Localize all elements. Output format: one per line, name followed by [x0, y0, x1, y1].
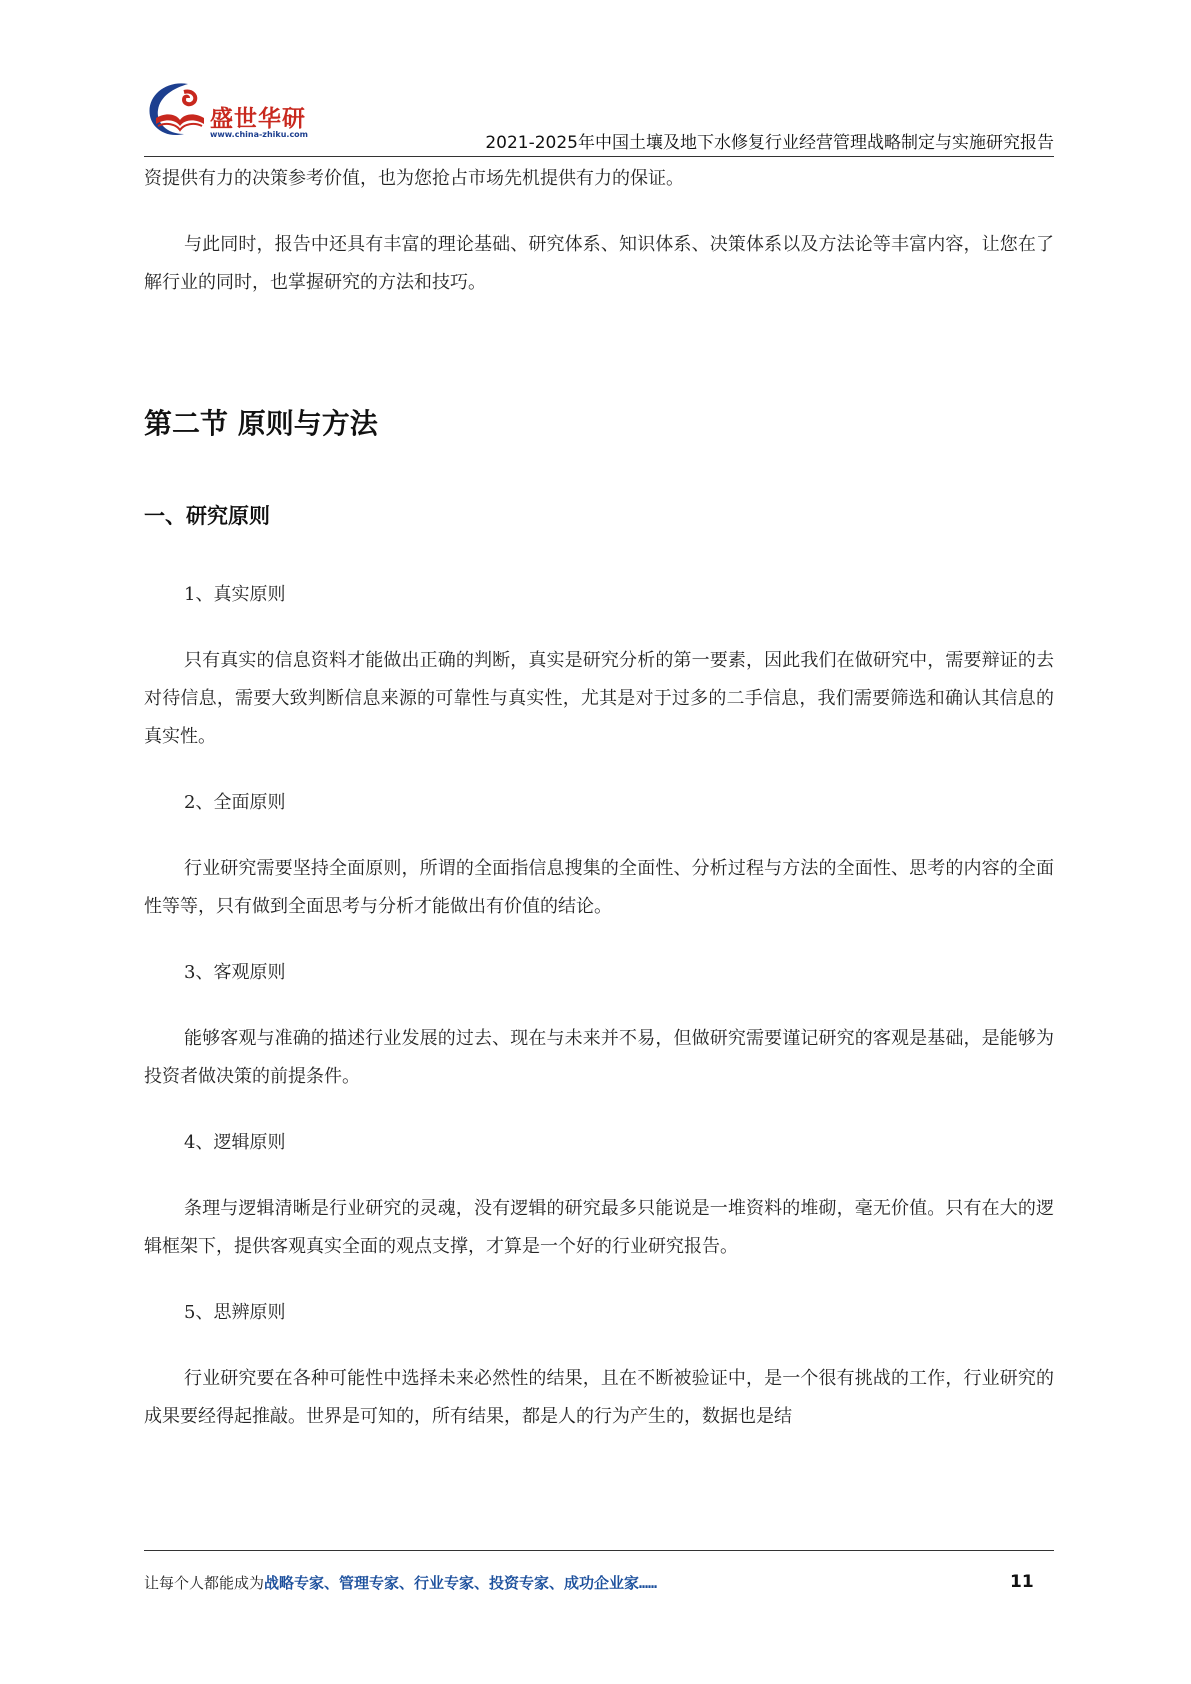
intro-paragraph-2: 与此同时，报告中还具有丰富的理论基础、研究体系、知识体系、决策体系以及方法论等丰富内容，让您在了解行业的同时，也掌握研究的方法和技巧。 [144, 234, 1054, 293]
slogan-prefix: 让每个人都能成为 [144, 1574, 265, 1592]
page-header [144, 78, 1054, 162]
logo-url: www.china-zhiku.com [210, 130, 309, 139]
principle-heading: 4、逻辑原则 [184, 1132, 286, 1153]
principle-heading: 1、真实原则 [184, 584, 286, 605]
principle-5 [144, 1294, 1054, 1436]
intro-paragraph-1: 资提供有力的决策参考价值，也为您抢占市场先机提供有力的保证。 [144, 168, 684, 189]
page-number: 11 [1010, 1572, 1034, 1592]
subsection-title: 一、研究原则 [144, 504, 270, 528]
principle-4 [144, 1124, 1054, 1266]
principle-text: 条理与逻辑清晰是行业研究的灵魂，没有逻辑的研究最多只能说是一堆资料的堆砌，毫无价值。只有在大的逻辑框架下，提供客观真实全面的观点支撑，才算是一个好的行业研究报告。 [144, 1198, 1054, 1257]
principle-text: 行业研究需要坚持全面原则，所谓的全面指信息搜集的全面性、分析过程与方法的全面性、思考的内容的全面性等等，只有做到全面思考与分析才能做出有价值的结论。 [144, 858, 1054, 917]
logo-name: 盛世华研 [210, 106, 306, 132]
section-title: 第二节 原则与方法 [144, 407, 378, 440]
principle-3 [144, 954, 1054, 1096]
slogan-highlight: 战略专家、管理专家、行业专家、投资专家、成功企业家…… [264, 1574, 658, 1592]
intro-block [144, 160, 1054, 302]
principle-2 [144, 784, 1054, 926]
principle-heading: 5、思辨原则 [184, 1302, 286, 1323]
footer-slogan [144, 1572, 657, 1593]
principle-text: 能够客观与准确的描述行业发展的过去、现在与未来并不易，但做研究需要谨记研究的客观是基础，是能够为投资者做决策的前提条件。 [144, 1028, 1054, 1087]
principle-text: 行业研究要在各种可能性中选择未来必然性的结果，且在不断被验证中，是一个很有挑战的工作，行业研究的成果要经得起推敲。世界是可知的，所有结果，都是人的行为产生的，数据也是结 [144, 1368, 1054, 1427]
principle-1 [144, 576, 1054, 756]
company-logo [144, 78, 334, 148]
logo-emblem-icon [144, 78, 210, 142]
footer-divider [144, 1550, 1054, 1551]
report-title: 2021-2025年中国土壤及地下水修复行业经营管理战略制定与实施研究报告 [485, 133, 1054, 153]
principle-heading: 3、客观原则 [184, 962, 286, 983]
header-divider [144, 156, 1054, 157]
principle-text: 只有真实的信息资料才能做出正确的判断，真实是研究分析的第一要素，因此我们在做研究中，需要辩证的去对待信息，需要大致判断信息来源的可靠性与真实性，尤其是对于过多的二手信息，我们需要筛选和确认其信息的真实性。 [144, 650, 1054, 747]
principle-heading: 2、全面原则 [184, 792, 286, 813]
